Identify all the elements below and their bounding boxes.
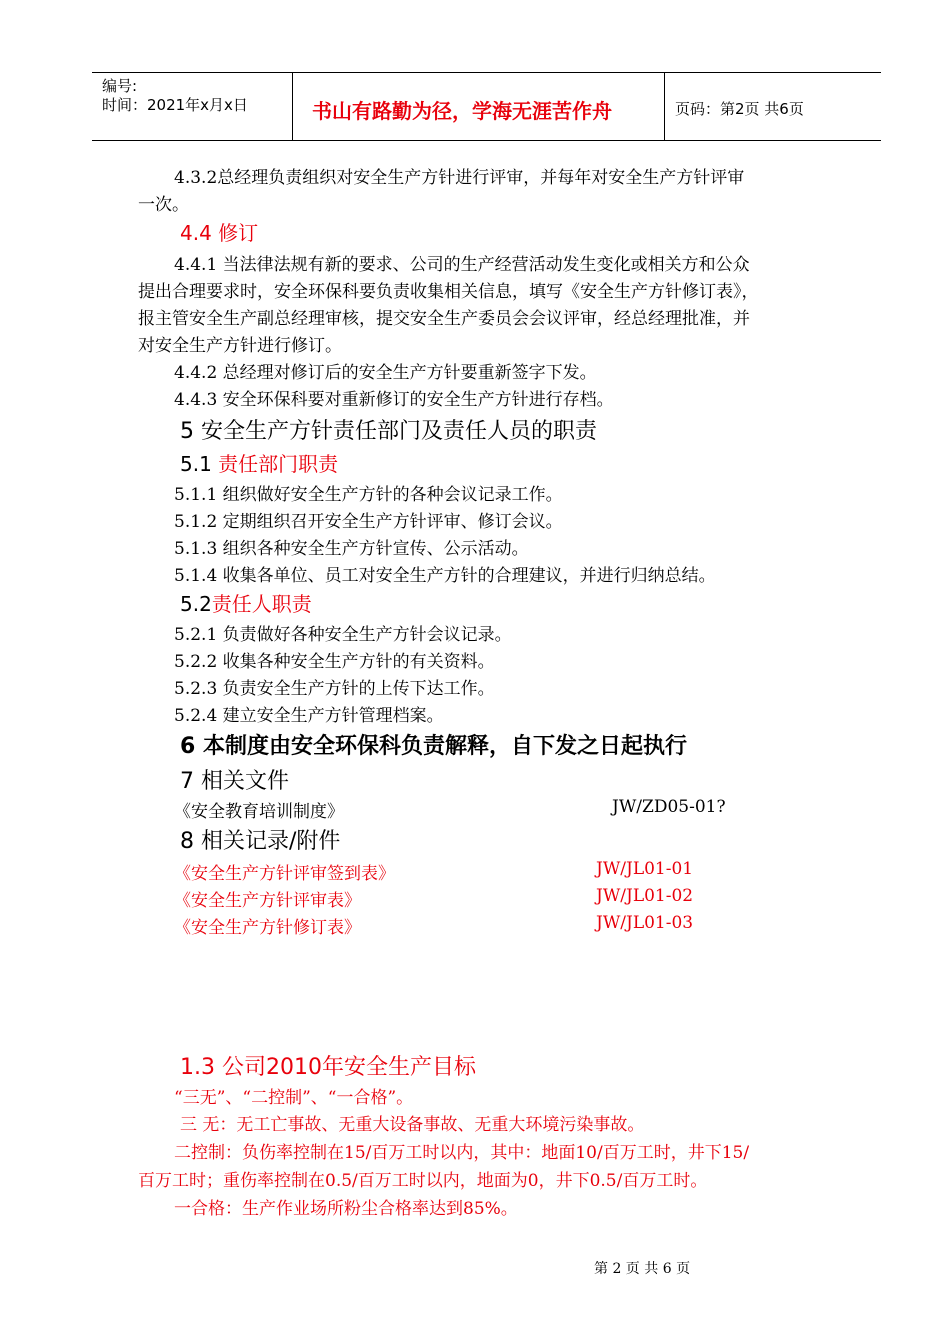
page-indicator: 页码：第2页 共6页 [675, 100, 804, 118]
heading-1-3: 1.3 公司2010年安全生产目标 [180, 1055, 476, 1080]
para-5-2-1: 5.2.1 负责做好各种安全生产方针会议记录。 [174, 625, 512, 645]
doc-number-label: 编号: [102, 77, 138, 95]
goal-sanwu: 三 无：无工亡事故、无重大设备事故、无重大环境污染事故。 [180, 1115, 645, 1135]
para-5-1-2: 5.1.2 定期组织召开安全生产方针评审、修订会议。 [174, 512, 563, 532]
goal-erkongzhi-line1: 二控制：负伤率控制在15/百万工时以内，其中：地面10/百万工时，井下15/ [174, 1143, 750, 1163]
heading-5-2-text: 责任人职责 [211, 592, 312, 616]
record-2-name: 《安全生产方针评审表》 [174, 891, 361, 911]
footer-page-number: 第 2 页 共 6 页 [594, 1261, 691, 1277]
heading-5-1-number: 5.1 [180, 452, 219, 476]
heading-5-1 [180, 448, 338, 477]
para-4-4-2: 4.4.2 总经理对修订后的安全生产方针要重新签字下发。 [174, 363, 597, 383]
para-4-3-2-line2: 一次。 [138, 195, 189, 215]
para-4-4-1-line2: 提出合理要求时，安全环保科要负责收集相关信息，填写《安全生产方针修订表》， [138, 282, 759, 302]
heading-8: 8 相关记录/附件 [180, 829, 341, 854]
para-5-1-4: 5.1.4 收集各单位、员工对安全生产方针的合理建议，并进行归纳总结。 [174, 566, 716, 586]
record-3-name: 《安全生产方针修订表》 [174, 918, 361, 938]
goal-erkongzhi-line2: 百万工时；重伤率控制在0.5/百万工时以内，地面为0，井下0.5/百万工时。 [138, 1171, 708, 1191]
para-4-4-1-line4: 对安全生产方针进行修订。 [138, 336, 342, 356]
para-5-1-1: 5.1.1 组织做好安全生产方针的各种会议记录工作。 [174, 485, 563, 505]
heading-5-2-number: 5.2 [180, 592, 212, 616]
header-motto: 书山有路勤为径，学海无涯苦作舟 [312, 99, 612, 123]
heading-5: 5 安全生产方针责任部门及责任人员的职责 [180, 419, 597, 444]
heading-7: 7 相关文件 [180, 769, 289, 794]
para-5-2-2: 5.2.2 收集各种安全生产方针的有关资料。 [174, 652, 495, 672]
heading-4-4: 4.4 修订 [180, 221, 259, 245]
goal-summary: “三无”、“二控制”、“一合格”。 [174, 1088, 414, 1108]
goal-yihege: 一合格：生产作业场所粉尘合格率达到85%。 [174, 1199, 518, 1219]
time-label: 时间：2021年x月x日 [102, 96, 248, 114]
record-2-code: JW/JL01-02 [596, 886, 694, 906]
para-5-1-3: 5.1.3 组织各种安全生产方针宣传、公示活动。 [174, 539, 529, 559]
para-4-4-1-line3: 报主管安全生产副总经理审核，提交安全生产委员会会议评审，经总经理批准，并 [138, 309, 750, 329]
record-1-name: 《安全生产方针评审签到表》 [174, 864, 395, 884]
para-4-4-3: 4.4.3 安全环保科要对重新修订的安全生产方针进行存档。 [174, 390, 614, 410]
record-3-code: JW/JL01-03 [596, 913, 694, 933]
para-5-2-4: 5.2.4 建立安全生产方针管理档案。 [174, 706, 444, 726]
heading-5-1-text: 责任部门职责 [218, 452, 339, 476]
para-5-2-3: 5.2.3 负责安全生产方针的上传下达工作。 [174, 679, 495, 699]
para-4-3-2-line1: 4.3.2总经理负责组织对安全生产方针进行评审，并每年对安全生产方针评审 [174, 168, 745, 188]
related-doc-code: JW/ZD05-01? [612, 797, 726, 817]
heading-5-2 [180, 588, 312, 617]
heading-6: 6 本制度由安全环保科负责解释，自下发之日起执行 [180, 734, 687, 759]
record-1-code: JW/JL01-01 [596, 859, 694, 879]
related-doc-name: 《安全教育培训制度》 [174, 802, 344, 822]
para-4-4-1-line1: 4.4.1 当法律法规有新的要求、公司的生产经营活动发生变化或相关方和公众 [174, 255, 750, 275]
